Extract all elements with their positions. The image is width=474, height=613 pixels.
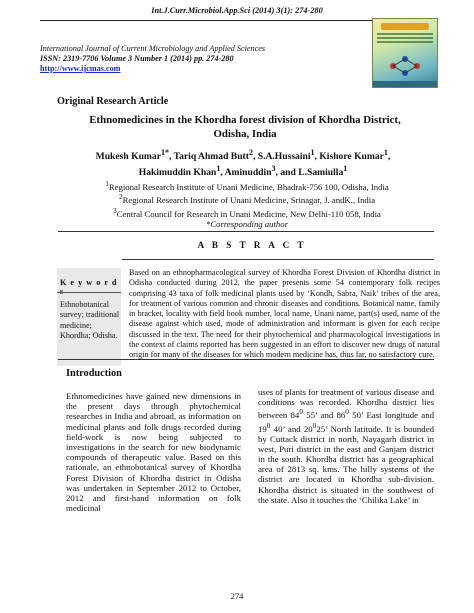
degree-sup: 0 <box>345 407 349 417</box>
journal-name: International Journal of Current Microbiology and Applied Sciences <box>40 44 266 53</box>
author-sup: 1* <box>160 148 169 157</box>
affil-sup: 3 <box>113 206 117 215</box>
degree-sup: 0 <box>312 420 317 430</box>
article-type: Original Research Article <box>57 96 169 107</box>
author-sup: 2 <box>248 148 253 157</box>
intro-left-column: Ethnomedicines have gained new dimensions in the present days through phytochemical researches in India and abroad, as information on medicinal plants and folk drugs recorded during field-work is now being subjected to investigations in the search for new biodynamic compounds of therapeutic value. Based on this rationale, an ethnobotanical survey of Khordha Forest Division of Khordha district in Odisha was undertaken in September 2012 to October, 2012 and first-hand information on folk medicinal <box>66 391 241 514</box>
intro-text: 55’ and 86 <box>303 410 346 421</box>
affil-sup: 2 <box>118 193 123 202</box>
introduction-heading: Introduction <box>66 368 122 379</box>
author-sup: 3 <box>271 164 276 174</box>
intro-text: 25’ North latitude. It is bounded by Cuttack district in north, Nayagarh district in west, Puri district in the east and Ganjam district in the south. Khordha district has a geographical area of 2813 sq. kms. The hilly systems of the district are located in Khordha sub-division. Khordha district is situated in the southwest of the state. Also it touches the ‘Chilika Lake’ in <box>258 423 435 505</box>
affil-sup: 1 <box>105 180 109 188</box>
running-head: Int.J.Curr.Microbiol.App.Sci (2014) 3(1): 274-280 <box>151 6 323 15</box>
keywords-heading: K e y w o r d s <box>60 278 118 296</box>
degree-sup: 0 <box>266 420 271 430</box>
author-name: Mukesh Kumar <box>95 151 161 163</box>
page-number: 274 <box>230 591 244 601</box>
author-name: , and L.Samiulla <box>275 167 344 179</box>
affiliations <box>60 179 434 230</box>
author-list <box>52 147 434 179</box>
abstract-bottom-rule <box>58 359 434 360</box>
article-title <box>56 113 434 141</box>
abstract-text: Based on an ethnopharmacological survey of Khordha Forest Division of Khordha district in Odisha conducted during 2012, the paper presents some 54 contemporary folk recipes comprising 43 taxa of folk medicinal plants used by ‘Kondh, Sabra, Naik’ tribes of the area, for treatment of various common and chronic diseases and conditions. Botanical name, family in bracket, locality with field book number, local name, Unani name, part(s) used, name of the disease against which used, mode of administration and informant is given for each recipe discussed in the text. The need for their phytochemical and pharmacological investigations in the context of claims reported has been suggested in an effort to discover new drugs of natural origin for many of the diseases for which modern medicine has, thus far, no satisfactory cure. <box>129 268 440 360</box>
intro-text: 40’ and 20 <box>270 423 313 434</box>
corresponding-author: *Corresponding author <box>206 219 288 230</box>
author-sup: 1 <box>383 148 388 157</box>
title-line-2: Odisha, India <box>213 128 277 140</box>
author-name: , Tariq Ahmad Butt <box>168 151 249 163</box>
abstract-top-rule <box>58 231 434 232</box>
author-name: , S.A.Hussaini <box>252 151 311 163</box>
author-sup: 1 <box>310 148 315 157</box>
journal-info <box>40 44 370 74</box>
author-sup: 1 <box>216 164 221 174</box>
keywords-box <box>57 268 121 366</box>
author-sep: , <box>387 151 391 163</box>
affiliation-2: Regional Research Institute of Unani Medicine, Srinagar, J. andK., India <box>122 195 376 206</box>
author-name: , Aminuddin <box>220 167 272 179</box>
abstract-rule <box>122 259 434 260</box>
author-name: , Kishore Kumar <box>314 151 384 163</box>
affiliation-3: Central Council for Research in Unani Medicine, New Delhi-110 058, India <box>116 208 381 219</box>
abstract-heading: A B S T R A C T <box>197 240 307 250</box>
author-sup: 1 <box>343 164 348 174</box>
degree-sup: 0 <box>299 407 304 417</box>
keywords-list: Ethnobotanical survey; traditional medicine; Khordha; Odisha. <box>60 300 120 341</box>
intro-right-column <box>258 387 434 505</box>
journal-url-link[interactable]: http://www.ijcmas.com <box>40 64 121 73</box>
intro-text: 50’ East longitude and 19 <box>258 410 435 434</box>
journal-logo <box>372 18 438 88</box>
author-name: Hakimuddin Khan <box>138 167 217 179</box>
intro-text: uses of plants for treatment of various disease and conditions was recorded. Khordha district lies between 84 <box>258 387 434 421</box>
title-line-1: Ethnomedicines in the Khordha forest division of Khordha District, <box>89 114 401 126</box>
journal-issn: ISSN: 2319-7706 Volume 3 Number 1 (2014) pp. 274-280 <box>40 54 234 63</box>
affiliation-1: Regional Research Institute of Unani Medicine, Bhadrak-756 100, Odisha, India <box>108 181 389 192</box>
